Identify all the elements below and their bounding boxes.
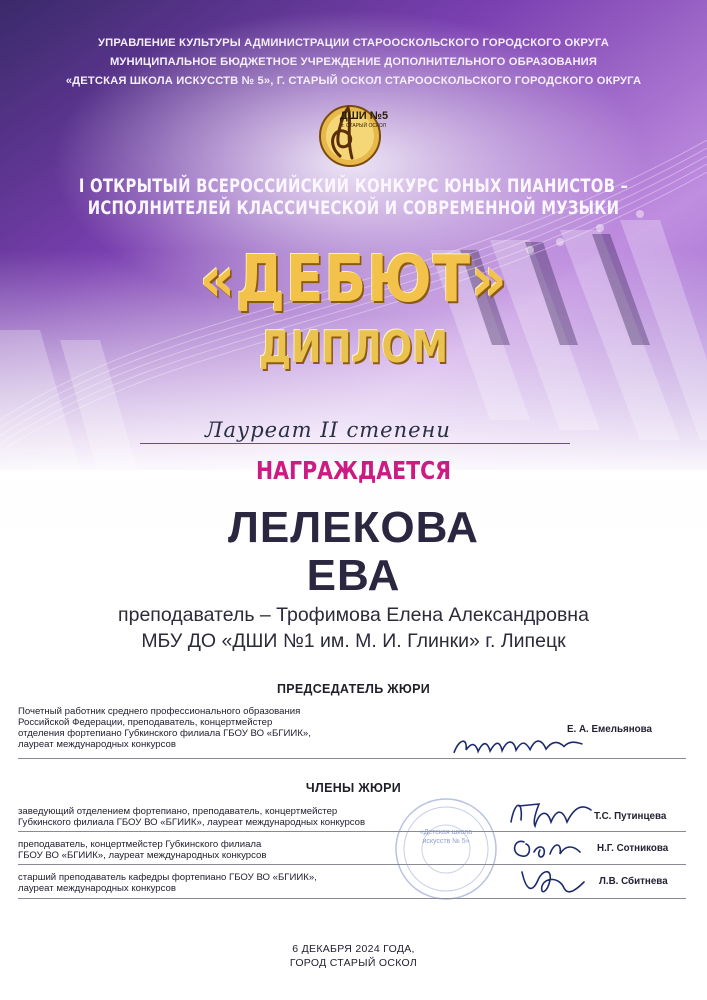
- recipient-first-name: ЕВА: [306, 551, 401, 600]
- jury-member-desc-line: преподаватель, концертмейстер Губкинского филиала: [18, 839, 262, 850]
- logo-subtext: г. СТАРЫЙ ОСКОЛ: [342, 123, 386, 129]
- jury-member-name: Т.С. Путинцева: [594, 811, 667, 822]
- jury-member-desc-line: ГБОУ ВО «БГИИК», лауреат международных конкурсов: [18, 850, 267, 861]
- jury-member-desc-line: Губкинского филиала ГБОУ ВО «БГИИК», лауреат международных конкурсов: [18, 817, 366, 828]
- jury-member-description: [18, 839, 478, 861]
- jury-member-desc-line: лауреат международных конкурсов: [18, 883, 176, 894]
- jury-chair-heading: ПРЕДСЕДАТЕЛЬ ЖЮРИ: [276, 682, 431, 696]
- teacher-line-2: МБУ ДО «ДШИ №1 им. М. И. Глинки» г. Липецк: [141, 630, 566, 652]
- logo-text: ДШИ №5: [339, 110, 389, 122]
- org-line-1: УПРАВЛЕНИЕ КУЛЬТУРЫ АДМИНИСТРАЦИИ СТАРООСКОЛЬСКОГО ГОРОДСКОГО ОКРУГА: [98, 37, 609, 49]
- org-line-2: МУНИЦИПАЛЬНОЕ БЮДЖЕТНОЕ УЧРЕЖДЕНИЕ ДОПОЛНИТЕЛЬНОГО ОБРАЗОВАНИЯ: [109, 56, 598, 68]
- jury-chair-name: Е. А. Емельянова: [567, 724, 652, 735]
- jury-member-name: Н.Г. Сотникова: [597, 843, 669, 854]
- org-line-3: «ДЕТСКАЯ ШКОЛА ИСКУССТВ № 5», Г. СТАРЫЙ ОСКОЛ СТАРООСКОЛЬСКОГО ГОРОДСКОГО ОКРУГА: [65, 75, 642, 87]
- jury-chair-description: [18, 706, 438, 750]
- jury-chair-desc-line: Российской Федерации, преподаватель, концертмейстер: [18, 717, 273, 728]
- jury-member-signature: [512, 860, 592, 907]
- stamp-text: «Детская школа искусств № 5»: [419, 829, 473, 845]
- jury-chair-desc-line: Почетный работник среднего профессионального образования: [18, 706, 301, 717]
- awarded-label: НАГРАЖДАЕТСЯ: [255, 456, 452, 485]
- issue-date: 6 ДЕКАБРЯ 2024 ГОДА,: [292, 943, 415, 955]
- jury-chair-desc-line: лауреат международных конкурсов: [18, 739, 176, 750]
- jury-member-description: [18, 872, 478, 894]
- recipient-surname: ЛЕЛЕКОВА: [228, 503, 479, 552]
- contest-line-2: ИСПОЛНИТЕЛЕЙ КЛАССИЧЕСКОЙ И СОВРЕМЕННОЙ МУЗЫКИ: [87, 197, 620, 219]
- contest-line-1: I ОТКРЫТЫЙ ВСЕРОССИЙСКИЙ КОНКУРС ЮНЫХ ПИАНИСТОВ –: [78, 175, 629, 197]
- school-logo: [312, 96, 388, 172]
- award-handwritten: Лауреат II степени: [205, 418, 451, 442]
- document-title: ДИПЛОМ: [258, 322, 449, 373]
- jury-member-desc-line: старший преподаватель кафедры фортепиано ГБОУ ВО «БГИИК»,: [18, 872, 317, 883]
- award-underline: [140, 443, 570, 444]
- jury-member-desc-line: заведующий отделением фортепиано, преподаватель, концертмейстер: [18, 806, 338, 817]
- divider: [18, 758, 686, 759]
- teacher-line-1: преподаватель – Трофимова Елена Александровна: [118, 604, 589, 626]
- divider: [18, 898, 686, 899]
- jury-member-description: [18, 806, 478, 828]
- jury-members-heading: ЧЛЕНЫ ЖЮРИ: [305, 781, 402, 795]
- jury-member-name: Л.В. Сбитнева: [599, 876, 668, 887]
- contest-name: «ДЕБЮТ»: [199, 243, 508, 317]
- jury-chair-desc-line: отделения фортепиано Губкинского филиала ГБОУ ВО «БГИИК»,: [18, 728, 311, 739]
- issue-city: ГОРОД СТАРЫЙ ОСКОЛ: [289, 957, 418, 969]
